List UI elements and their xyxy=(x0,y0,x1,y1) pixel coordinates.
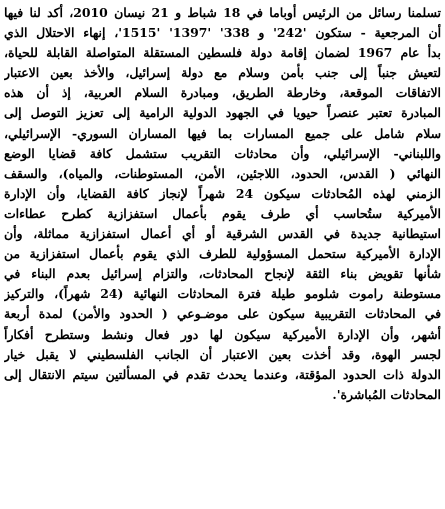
text-line-8: واللبناني- الإسرائيلي، وأن محادثات التقريب ستشمل كافة قضايا الوضع xyxy=(4,145,441,161)
text-line-19: الدولة ذات الحدود المؤقتة، وعندما يحدث تقدم في المسألتين سيتم الانتقال إلى xyxy=(4,366,441,382)
text-line-6: المبادرة تعتبر عنصراً حيويا في الجهود الدولية الرامية إلى تعزيز التوصل إلى xyxy=(4,105,441,121)
text-line-12: استيطانية جديدة في القدس الشرقية أو أي أعمال استفزازية مماثلة، وأن xyxy=(4,226,441,242)
text-line-4: لتعيش جنباً إلى جنب بأمن وسلام مع دولة إسرائيل، والأخذ بعين الاعتبار xyxy=(4,65,441,81)
document-page xyxy=(4,3,441,506)
text-line-11: الأميركية ستُحاسب أي طرف يقوم بأعمال استفزازية كطرح عطاءات xyxy=(4,205,441,221)
text-line-5: الاتفاقات الموقعة، وخارطة الطريق، ومبادرة السلام العربية، إذ أن هذه xyxy=(4,85,441,101)
text-line-9: النهائي ( القدس، الحدود، اللاجئين، الأمن، المستوطنات، والمياه)، والسقف xyxy=(4,165,441,181)
text-line-15: مستوطنة راموت شلومو طيلة فترة المحادثات النهائية (24 شهراً)، والتركيز xyxy=(4,286,441,302)
text-line-3: بدأ عام 1967 لضمان إقامة دولة فلسطين المستقلة المتواصلة القابلة للحياة، xyxy=(4,45,441,61)
text-line-7: سلام شامل على جميع المسارات بما فيها المساران السوري- الإسرائيلي، xyxy=(4,125,441,141)
text-line-14: شأنها تقويض بناء الثقة لإنجاح المحادثات، والتزام إسرائيل بعدم البناء في xyxy=(4,266,441,282)
text-line-13: الإدارة الأميركية ستحمل المسؤولية للطرف الذي يقوم بأعمال استفزازية من xyxy=(4,246,441,262)
text-line-20: المحادثات المُباشرة'. xyxy=(332,386,441,402)
text-line-18: لجسر الهوة، وقد أخذت بعين الاعتبار أن الجانب الفلسطيني لا يقبل خيار xyxy=(4,346,441,362)
text-line-1: تسلمنا رسائل من الرئيس أوباما في 18 شباط و 21 نيسان 2010، أكد لنا فيها xyxy=(4,5,441,20)
text-line-10: الزمني لهذه المُحادثات سيكون 24 شهراً لإنجاز كافة القضايا، وأن الإدارة xyxy=(4,185,441,201)
text-line-16: في المحادثات التقريبية سيكون على موضـوعي ( الحدود والأمن) لمدة أربعة xyxy=(4,306,441,322)
text-line-2: أن المرجعية - ستكون '242' و 338' '1397' '1515'، إنهاء الاحتلال الذي xyxy=(4,25,441,41)
text-line-17: أشهر، وأن الإدارة الأميركية سيكون لها دور فعال ونشط وستطرح أفكاراً xyxy=(4,326,441,342)
